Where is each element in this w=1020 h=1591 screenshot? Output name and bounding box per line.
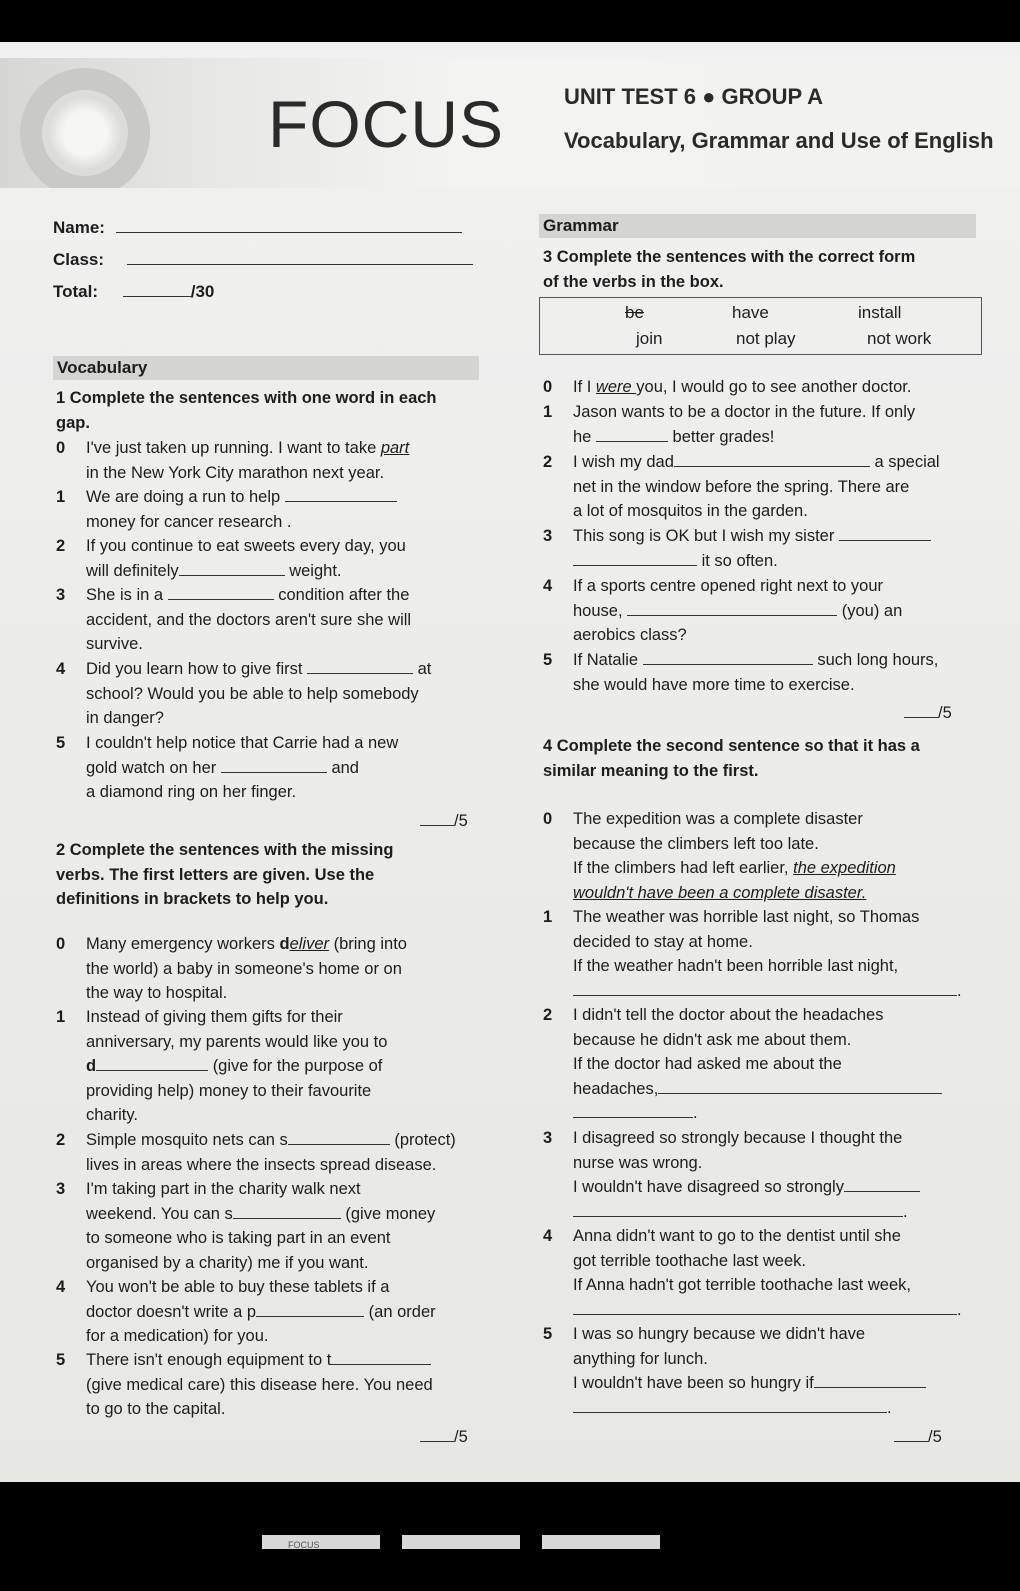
- answer-gap[interactable]: [288, 1144, 390, 1145]
- example-answer: wouldn't have been a complete disaster.: [573, 883, 867, 902]
- ex1-item-5: 5 I couldn't help notice that Carrie had a new gold watch on her and a diamond ring on her finger.: [56, 734, 399, 801]
- answer-gap[interactable]: [331, 1364, 431, 1365]
- ex1-item-1: 1 We are doing a run to help money for cancer research .: [56, 485, 397, 534]
- ex3-item-2: 2 I wish my dad a special net in the window before the spring. There are a lot of mosquitos in the garden.: [543, 453, 940, 520]
- ex1-item-4: 4 Did you learn how to give first at school? Would you be able to help somebody in danger?: [56, 660, 432, 727]
- ex4-instruction: 4 Complete the second sentence so that it has a similar meaning to the first.: [543, 737, 920, 780]
- class-field[interactable]: [127, 264, 473, 265]
- answer-gap[interactable]: [573, 1399, 887, 1413]
- answer-gap[interactable]: [814, 1387, 926, 1388]
- name-label: Name:: [53, 218, 105, 237]
- example-answer: eliver: [289, 935, 330, 953]
- verb-be: be: [625, 303, 644, 322]
- answer-gap[interactable]: [573, 1203, 903, 1217]
- score-field[interactable]: [420, 1441, 454, 1442]
- example-answer: the expedition: [793, 859, 896, 877]
- ex1-instruction: 1 Complete the sentences with one word in each gap.: [56, 389, 437, 432]
- total-label: Total:: [53, 282, 99, 301]
- ex1-item-3: 3 She is in a condition after the accident, and the doctors aren't sure she will survive.: [56, 586, 412, 653]
- example-answer: part: [380, 439, 410, 457]
- answer-gap[interactable]: [658, 1093, 942, 1094]
- ex2-score: /5: [420, 1428, 468, 1447]
- answer-gap[interactable]: [233, 1218, 341, 1219]
- page-thumbnail[interactable]: [402, 1535, 520, 1549]
- worksheet-page: [0, 42, 1020, 1482]
- ex4-item-3: 3 I disagreed so strongly because I thought the nurse was wrong. I wouldn't have disagreed so strongly .: [543, 1126, 920, 1224]
- answer-gap[interactable]: [573, 1104, 693, 1118]
- answer-gap[interactable]: [221, 772, 327, 773]
- class-row: [53, 250, 473, 270]
- verb-not-play: not play: [736, 329, 796, 348]
- answer-gap[interactable]: [96, 1070, 208, 1071]
- total-row: [53, 282, 214, 302]
- class-label: Class:: [53, 250, 105, 269]
- verb-have: have: [732, 303, 769, 322]
- ex2-item-3: 3 I'm taking part in the charity walk next weekend. You can s (give money to someone who is taking part in an event organised by a charity) me if you want.: [56, 1180, 436, 1272]
- answer-gap[interactable]: [627, 615, 837, 616]
- verb-install: install: [858, 303, 902, 322]
- vocabulary-heading: Vocabulary: [53, 356, 479, 380]
- ex1-score: /5: [420, 812, 468, 831]
- focus-logo: FOCUS: [268, 87, 504, 161]
- ex4-score: /5: [894, 1428, 942, 1447]
- answer-gap[interactable]: [256, 1316, 364, 1317]
- answer-gap[interactable]: [643, 664, 813, 665]
- grammar-heading: Grammar: [539, 214, 976, 238]
- ex1-item-0: 0 I've just taken up running. I want to take part in the New York City marathon next year.: [56, 439, 410, 482]
- answer-gap[interactable]: [839, 540, 931, 541]
- score-field[interactable]: [894, 1441, 928, 1442]
- answer-gap[interactable]: [573, 1301, 957, 1315]
- ex2-item-2: 2 Simple mosquito nets can s (protect) lives in areas where the insects spread disease.: [56, 1131, 456, 1174]
- verb-join: join: [636, 329, 663, 348]
- answer-gap[interactable]: [285, 501, 397, 502]
- ex3-instruction: 3 Complete the sentences with the correct form of the verbs in the box.: [543, 248, 916, 291]
- answer-gap[interactable]: [674, 466, 870, 467]
- header-decoration: [0, 58, 250, 188]
- score-field[interactable]: [904, 717, 938, 718]
- answer-gap[interactable]: [179, 575, 285, 576]
- answer-gap[interactable]: [844, 1191, 920, 1192]
- example-answer: were: [595, 378, 637, 396]
- answer-gap[interactable]: [307, 673, 413, 674]
- ex3-score: /5: [904, 704, 952, 723]
- answer-gap[interactable]: [573, 982, 957, 996]
- name-field[interactable]: [116, 232, 462, 233]
- ex3-item-1: 1 Jason wants to be a doctor in the future. If only he better grades!: [543, 403, 916, 446]
- page-thumbnail[interactable]: [542, 1535, 660, 1549]
- ex4-item-2: 2 I didn't tell the doctor about the headaches because he didn't ask me about them. If the doctor had asked me about the headaches, .: [543, 1003, 942, 1126]
- ex2-item-0: 0 Many emergency workers deliver (bring into the world) a baby in someone's home or on the way to hospital.: [56, 935, 407, 1002]
- unit-title: UNIT TEST 6 ● GROUP A: [564, 84, 823, 109]
- ex4-item-0: 0 The expedition was a complete disaster because the climbers left too late. If the climbers had left earlier, the expedition wouldn't have been a complete disaster.: [543, 807, 896, 905]
- verb-box: [539, 297, 982, 355]
- ex3-item-4: 4 If a sports centre opened right next to your house, (you) an aerobics class?: [543, 577, 903, 644]
- answer-gap[interactable]: [596, 441, 668, 442]
- total-max: /30: [190, 282, 215, 301]
- ex2-item-1: 1 Instead of giving them gifts for their anniversary, my parents would like you to d (give for the purpose of providing help) money to their favourite charity.: [56, 1008, 388, 1124]
- ex2-item-4: 4 You won't be able to buy these tablets if a doctor doesn't write a p (an order for a medication) for you.: [56, 1278, 436, 1345]
- ex3-item-5: 5 If Natalie such long hours, she would have more time to exercise.: [543, 651, 939, 694]
- page-thumbnail[interactable]: FOCUS: [262, 1535, 380, 1549]
- name-row: [53, 218, 462, 238]
- ex4-item-1: 1 The weather was horrible last night, so Thomas decided to stay at home. If the weather hadn't been horrible last night, .: [543, 908, 962, 1000]
- score-field[interactable]: [420, 825, 454, 826]
- answer-gap[interactable]: [573, 565, 697, 566]
- unit-subtitle: Vocabulary, Grammar and Use of English: [564, 128, 994, 153]
- ex3-item-0: 0 If I were you, I would go to see another doctor.: [543, 378, 912, 396]
- total-field[interactable]: [123, 296, 191, 297]
- ex4-item-5: 5 I was so hungry because we didn't have anything for lunch. I wouldn't have been so hungry if .: [543, 1322, 926, 1420]
- ex2-instruction: 2 Complete the sentences with the missing verbs. The first letters are given. Use the definitions in brackets to help you.: [56, 841, 394, 908]
- ex2-item-5: 5 There isn't enough equipment to t (give medical care) this disease here. You need to go to the capital.: [56, 1351, 433, 1418]
- ex1-item-2: 2 If you continue to eat sweets every day, you will definitely weight.: [56, 537, 406, 580]
- ex3-item-3: 3 This song is OK but I wish my sister it so often.: [543, 524, 931, 573]
- answer-gap[interactable]: [168, 599, 274, 600]
- page-thumbnail-strip[interactable]: [262, 1535, 662, 1551]
- verb-not-work: not work: [867, 329, 932, 348]
- ex4-item-4: 4 Anna didn't want to go to the dentist until she got terrible toothache last week. If Anna hadn't got terrible toothache last week, .: [543, 1227, 962, 1319]
